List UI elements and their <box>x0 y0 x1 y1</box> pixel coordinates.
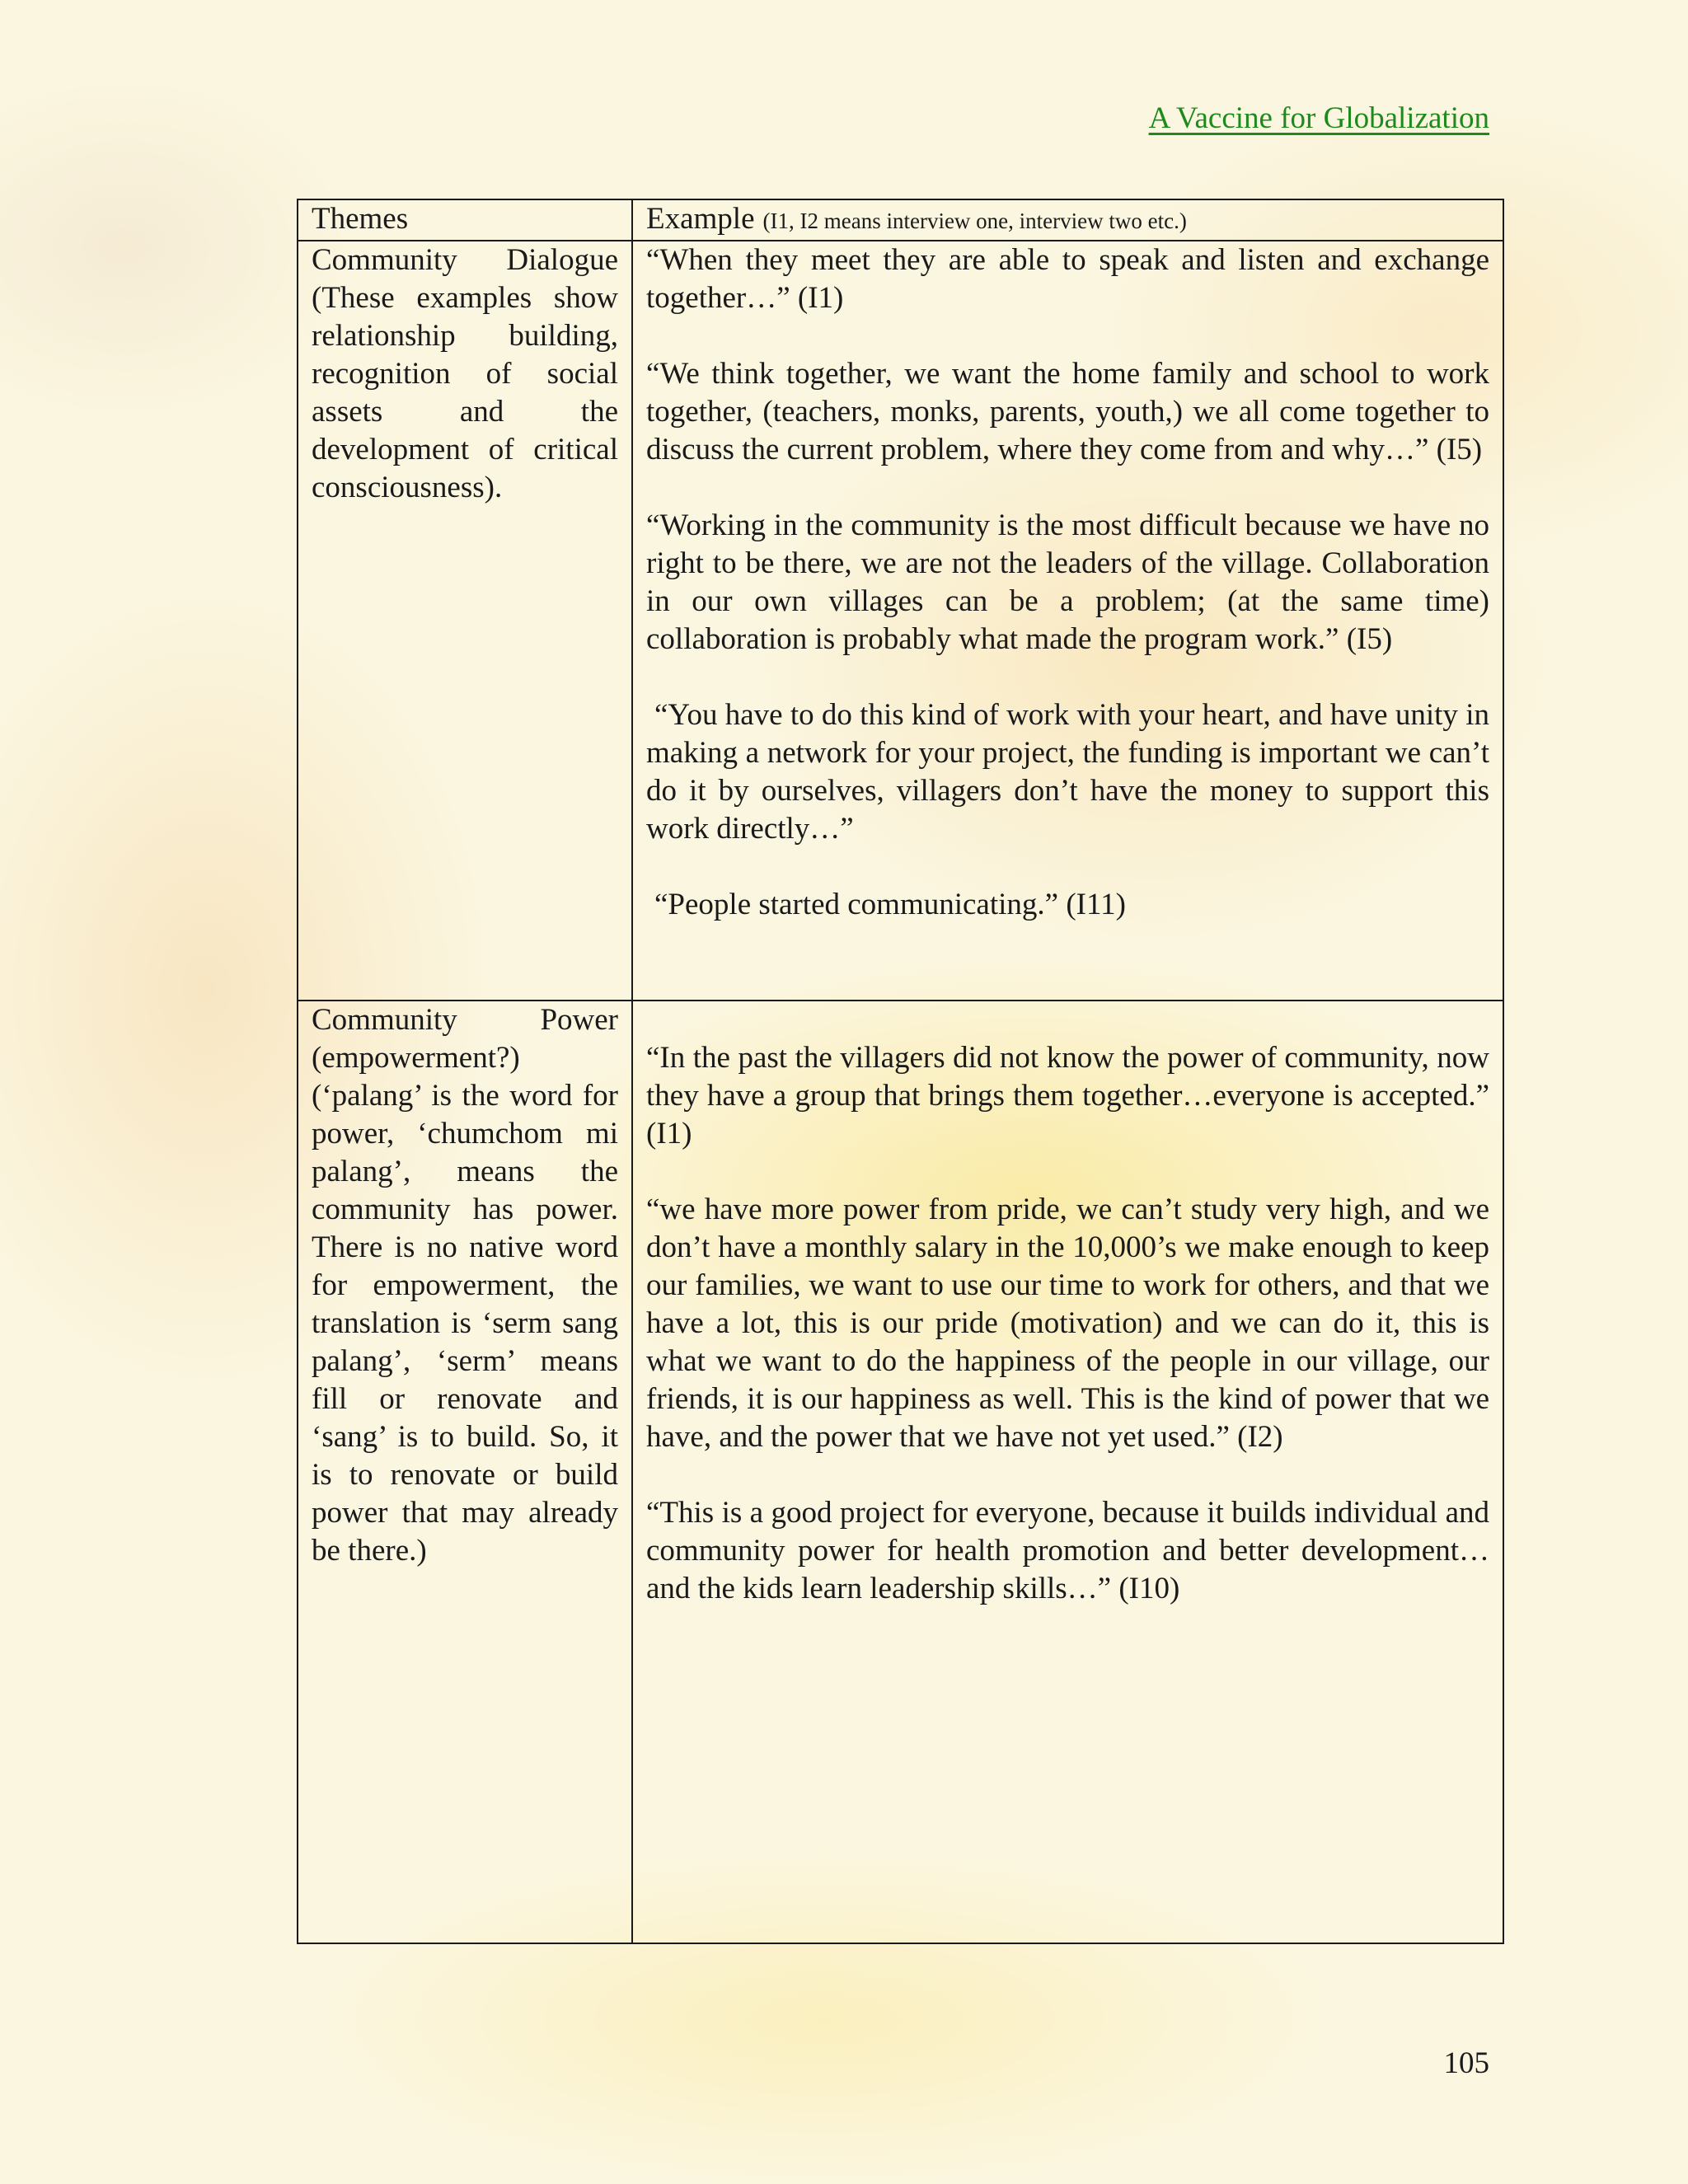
theme-cell <box>298 241 632 1001</box>
example-quote: “We think together, we want the home family and school to work together, (teachers, monks, parents, youth,) we all come together to discuss the current problem, where they come from and why…” (I5) <box>646 357 1489 466</box>
blank-line <box>646 1001 1489 1039</box>
table-row <box>298 1001 1503 1943</box>
theme-text: Community Dialogue (These examples show relationship building, recognition of social assets and the development of critical consciousness). <box>312 243 618 504</box>
examples-cell <box>632 241 1503 1001</box>
example-quote: “This is a good project for everyone, because it builds individual and community power for health promotion and better development…and the kids learn leadership skills…” (I10) <box>646 1496 1489 1605</box>
running-head: A Vaccine for Globalization <box>1148 101 1489 135</box>
example-quote: “People started communicating.” (I11) <box>654 888 1126 921</box>
example-quote: “When they meet they are able to speak and listen and exchange together…” (I1) <box>646 243 1489 315</box>
theme-text: Community Power (empowerment?) (‘palang’ is the word for power, ‘chumchom mi palang’, means the community has power. There is no native word for empowerment, the translation is ‘serm sang palang’, ‘serm’ means fill or renovate and ‘sang’ is to build. So, it is to renovate or build power that may already be there.) <box>312 1003 618 1568</box>
example-header-label: Example <box>646 202 755 236</box>
table-row <box>298 241 1503 1001</box>
themes-table <box>297 199 1504 1944</box>
example-quote: “In the past the villagers did not know the power of community, now they have a group that brings them together…everyone is accepted.” (I1) <box>646 1041 1489 1151</box>
theme-cell <box>298 1001 632 1943</box>
example-header-note: (I1, I2 means interview one, interview two etc.) <box>762 209 1187 233</box>
example-header <box>632 199 1503 241</box>
themes-header: Themes <box>298 199 632 241</box>
example-quote: “You have to do this kind of work with your heart, and have unity in making a network for your project, the funding is important we can’t do it by ourselves, villagers don’t have the money to support this work directly…” <box>646 698 1489 846</box>
table-header-row <box>298 199 1503 241</box>
example-quote: “Working in the community is the most difficult because we have no right to be there, we are not the leaders of the village. Collaboration in our own villages can be a problem; (at the same time) collaboration is probably what made the program work.” (I5) <box>646 509 1489 656</box>
example-quote: “we have more power from pride, we can’t study very high, and we don’t have a monthly salary in the 10,000’s we make enough to keep our families, we want to use our time to work for others, and that we have a lot, this is our pride (motivation) and we can do it, this is what we want to do the happiness of the people in our village, our friends, it is our happiness as well. This is the kind of power that we have, and the power that we have not yet used.” (I2) <box>646 1193 1489 1454</box>
page-number: 105 <box>1443 2046 1489 2080</box>
examples-cell <box>632 1001 1503 1943</box>
